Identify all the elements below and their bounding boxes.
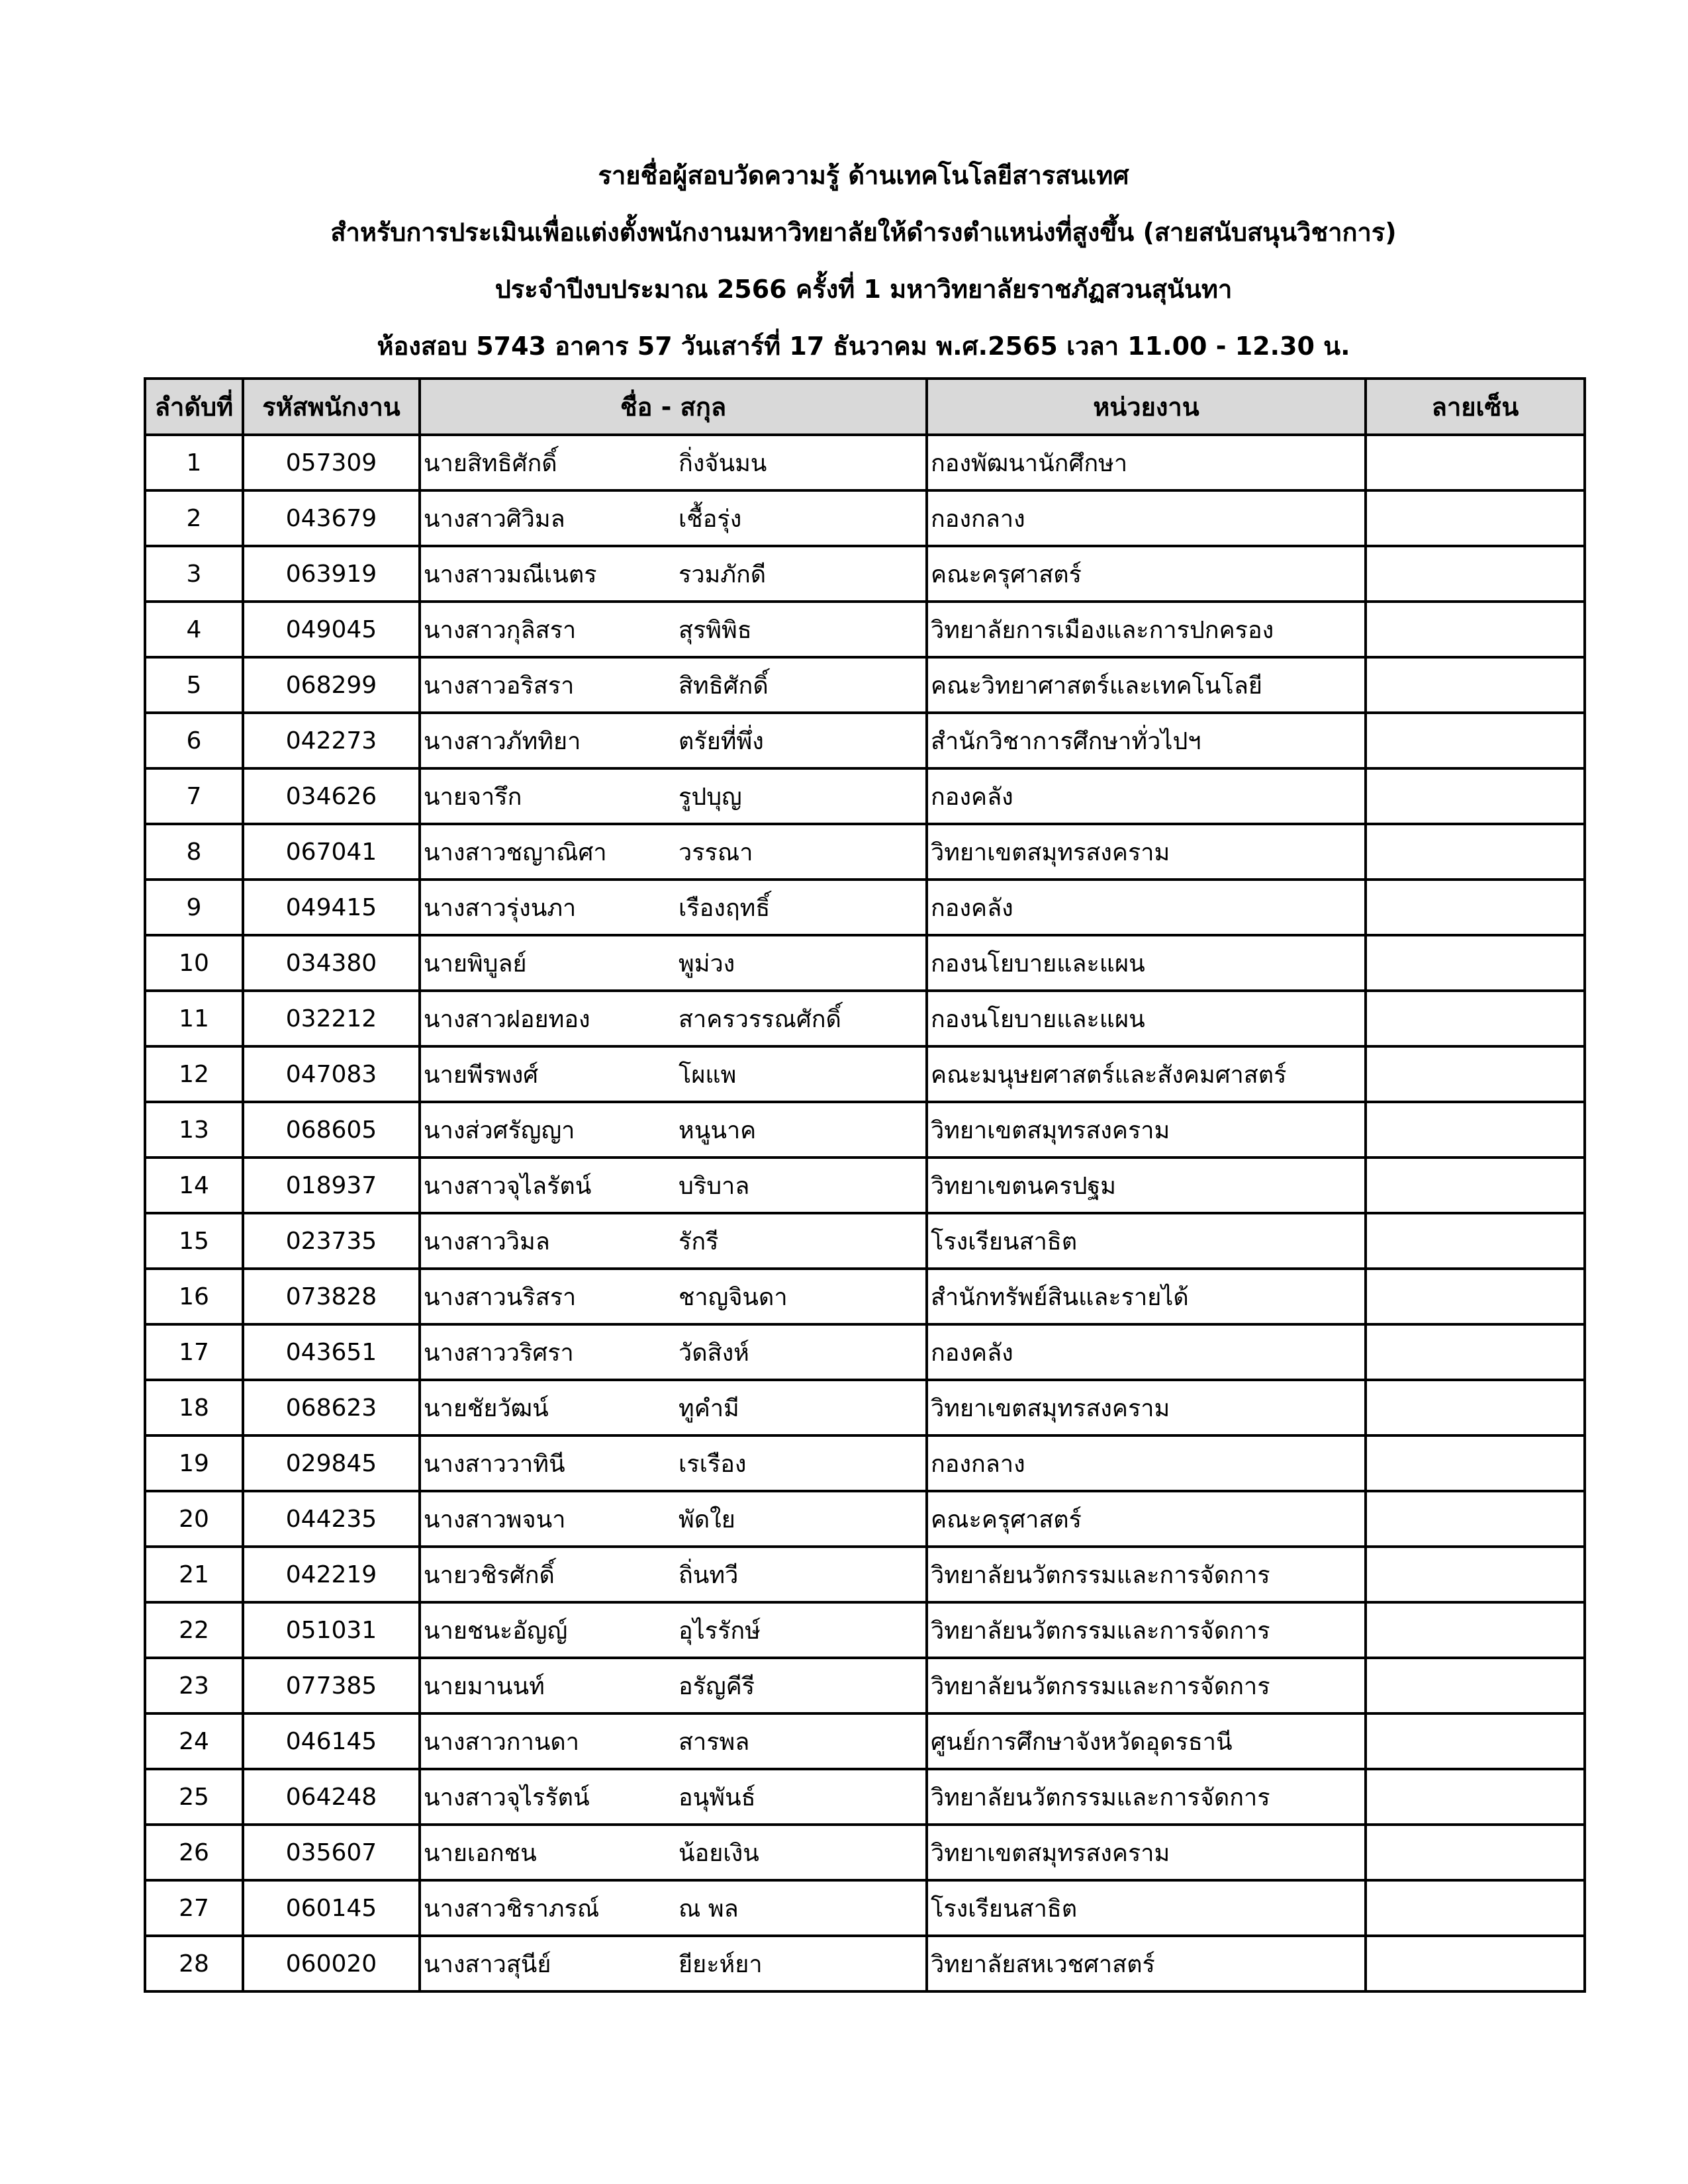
employee-id: 029845 [243,1435,420,1491]
table-row [145,824,1585,880]
row-number: 14 [145,1158,243,1213]
signature-cell[interactable] [1366,991,1585,1046]
table-row [145,490,1585,546]
unit: วิทยาลัยนวัตกรรมและการจัดการ [927,1658,1366,1713]
unit: คณะครุศาสตร์ [927,1491,1366,1547]
signature-cell[interactable] [1366,1936,1585,1991]
employee-id: 034380 [243,935,420,991]
table-row [145,1491,1585,1547]
last-name: ถิ่นทวี [679,1561,739,1589]
last-name: สารพล [679,1728,750,1756]
full-name [420,935,927,991]
signature-cell[interactable] [1366,1213,1585,1269]
last-name: สุรพิพิธ [679,616,752,644]
row-number: 1 [145,435,243,490]
first-name: นางสาววิมล [424,1228,550,1255]
full-name [420,880,927,935]
signature-cell[interactable] [1366,1602,1585,1658]
unit: วิทยาเขตสมุทรสงคราม [927,1380,1366,1435]
signature-cell[interactable] [1366,1102,1585,1158]
signature-cell[interactable] [1366,1880,1585,1936]
full-name [420,1547,927,1602]
signature-cell[interactable] [1366,1713,1585,1769]
header-employee-id: รหัสพนักงาน [243,379,420,435]
signature-cell[interactable] [1366,1435,1585,1491]
employee-id: 044235 [243,1491,420,1547]
last-name: กิ่งจันมน [679,449,767,477]
row-number: 24 [145,1713,243,1769]
table-row [145,602,1585,657]
last-name: เรเรือง [679,1450,747,1478]
last-name: อรัญคีรี [679,1672,755,1700]
signature-cell[interactable] [1366,1380,1585,1435]
table-row [145,1380,1585,1435]
full-name [420,1046,927,1102]
signature-cell[interactable] [1366,1825,1585,1880]
employee-id: 043679 [243,490,420,546]
signature-cell[interactable] [1366,1046,1585,1102]
table-row [145,435,1585,490]
table-row [145,880,1585,935]
full-name [420,435,927,490]
unit: วิทยาลัยนวัตกรรมและการจัดการ [927,1769,1366,1825]
employee-id: 063919 [243,546,420,602]
first-name: นายสิทธิศักดิ์ [424,449,557,477]
unit: วิทยาลัยสหเวชศาสตร์ [927,1936,1366,1991]
row-number: 22 [145,1602,243,1658]
signature-cell[interactable] [1366,1324,1585,1380]
last-name: รวมภักดี [679,561,767,588]
full-name [420,602,927,657]
row-number: 21 [145,1547,243,1602]
signature-cell[interactable] [1366,435,1585,490]
full-name [420,1602,927,1658]
row-number: 10 [145,935,243,991]
signature-cell[interactable] [1366,1491,1585,1547]
employee-id: 032212 [243,991,420,1046]
table-row [145,1769,1585,1825]
row-number: 17 [145,1324,243,1380]
full-name [420,1880,927,1936]
employee-id: 043651 [243,1324,420,1380]
table-row [145,1602,1585,1658]
first-name: นางสาวชิราภรณ์ [424,1895,600,1923]
full-name [420,1324,927,1380]
full-name [420,713,927,768]
row-number: 3 [145,546,243,602]
table-header-row [145,379,1585,435]
employee-id: 057309 [243,435,420,490]
first-name: นางสาวสุนีย์ [424,1950,551,1978]
last-name: ทูคำมี [679,1394,739,1422]
row-number: 25 [145,1769,243,1825]
last-name: น้อยเงิน [679,1839,759,1867]
unit: กองกลาง [927,490,1366,546]
full-name [420,1380,927,1435]
employee-id: 077385 [243,1658,420,1713]
first-name: นายวชิรศักดิ์ [424,1561,555,1589]
unit: คณะครุศาสตร์ [927,546,1366,602]
signature-cell[interactable] [1366,657,1585,713]
unit: คณะมนุษยศาสตร์และสังคมศาสตร์ [927,1046,1366,1102]
signature-cell[interactable] [1366,1547,1585,1602]
unit: คณะวิทยาศาสตร์และเทคโนโลยี [927,657,1366,713]
employee-id: 046145 [243,1713,420,1769]
row-number: 11 [145,991,243,1046]
header-unit: หน่วยงาน [927,379,1366,435]
last-name: หนูนาค [679,1116,757,1144]
row-number: 23 [145,1658,243,1713]
last-name: เชื้อรุ่ง [679,505,742,533]
employee-id: 049045 [243,602,420,657]
first-name: นางสาวชญาณิศา [424,839,607,866]
employee-id: 073828 [243,1269,420,1324]
row-number: 28 [145,1936,243,1991]
employee-id: 068623 [243,1380,420,1435]
title-line-1: รายชื่อผู้สอบวัดความรู้ ด้านเทคโนโลยีสารสนเทศ [598,161,1129,190]
full-name [420,1936,927,1991]
row-number: 4 [145,602,243,657]
first-name: นางสาวอริสรา [424,672,575,700]
employee-id: 035607 [243,1825,420,1880]
unit: โรงเรียนสาธิต [927,1880,1366,1936]
first-name: นายชัยวัฒน์ [424,1394,549,1422]
unit: วิทยาลัยนวัตกรรมและการจัดการ [927,1602,1366,1658]
signature-cell[interactable] [1366,490,1585,546]
first-name: นางสาวมณีเนตร [424,561,597,588]
table-row [145,1269,1585,1324]
table-row [145,713,1585,768]
table-body [145,435,1585,1991]
full-name [420,1825,927,1880]
employee-id: 068605 [243,1102,420,1158]
first-name: นางสาวจุไรรัตน์ [424,1784,590,1811]
employee-id: 042219 [243,1547,420,1602]
full-name [420,1269,927,1324]
first-name: นางสาวรุ่งนภา [424,894,577,922]
table-row [145,1713,1585,1769]
signature-cell[interactable] [1366,1769,1585,1825]
table-row [145,1658,1585,1713]
table-row [145,1825,1585,1880]
unit: กองกลาง [927,1435,1366,1491]
row-number: 18 [145,1380,243,1435]
unit: วิทยาลัยการเมืองและการปกครอง [927,602,1366,657]
employee-id: 067041 [243,824,420,880]
signature-cell[interactable] [1366,824,1585,880]
signature-cell[interactable] [1366,602,1585,657]
employee-id: 060020 [243,1936,420,1991]
employee-id: 068299 [243,657,420,713]
header-signature: ลายเซ็น [1366,379,1585,435]
full-name [420,1658,927,1713]
last-name: โผแพ [679,1061,737,1089]
row-number: 19 [145,1435,243,1491]
table-row [145,1324,1585,1380]
full-name [420,1102,927,1158]
table-row [145,768,1585,824]
employee-id: 051031 [243,1602,420,1658]
first-name: นายมานนท์ [424,1672,545,1700]
examinee-roster-table [144,377,1586,1993]
first-name: นางส่วศรัญญา [424,1116,575,1144]
signature-cell[interactable] [1366,713,1585,768]
full-name [420,1213,927,1269]
first-name: นายชนะอัญญ์ [424,1617,568,1645]
full-name [420,1491,927,1547]
full-name [420,657,927,713]
full-name [420,1769,927,1825]
last-name: บริบาล [679,1172,750,1200]
table-row [145,991,1585,1046]
first-name: นางสาววาทินี [424,1450,565,1478]
header-no: ลำดับที่ [145,379,243,435]
employee-id: 023735 [243,1213,420,1269]
first-name: นายเอกชน [424,1839,537,1867]
row-number: 6 [145,713,243,768]
signature-cell[interactable] [1366,935,1585,991]
first-name: นางสาวกุลิสรา [424,616,577,644]
last-name: พูม่วง [679,950,735,978]
full-name [420,1435,927,1491]
last-name: วัดสิงห์ [679,1339,749,1367]
row-number: 5 [145,657,243,713]
row-number: 16 [145,1269,243,1324]
last-name: ณ พล [679,1895,739,1923]
row-number: 2 [145,490,243,546]
row-number: 15 [145,1213,243,1269]
title-line-2: สำหรับการประเมินเพื่อแต่งตั้งพนักงานมหาวิทยาลัยให้ดำรงตำแหน่งที่สูงขึ้น (สายสนับสนุนวิชาการ) [330,218,1397,247]
last-name: อนุพันธ์ [679,1784,756,1811]
header-name: ชื่อ - สกุล [420,379,927,435]
last-name: วรรณา [679,839,753,866]
last-name: ตรัยที่พึ่ง [679,727,764,755]
row-number: 27 [145,1880,243,1936]
row-number: 26 [145,1825,243,1880]
table-row [145,1547,1585,1602]
first-name: นางสาวพจนา [424,1506,566,1533]
document-title-block [144,147,1583,375]
title-line-4: ห้องสอบ 5743 อาคาร 57 วันเสาร์ที่ 17 ธันวาคม พ.ศ.2565 เวลา 11.00 - 12.30 น. [377,332,1350,361]
table-row [145,546,1585,602]
first-name: นางสาวจุไลรัตน์ [424,1172,592,1200]
employee-id: 018937 [243,1158,420,1213]
row-number: 8 [145,824,243,880]
first-name: นางสาวศิวิมล [424,505,565,533]
table-row [145,1158,1585,1213]
signature-cell[interactable] [1366,880,1585,935]
row-number: 12 [145,1046,243,1102]
table-row [145,1213,1585,1269]
unit: กองพัฒนานักศึกษา [927,435,1366,490]
unit: กองนโยบายและแผน [927,935,1366,991]
first-name: นายพีรพงศ์ [424,1061,539,1089]
full-name [420,824,927,880]
signature-cell[interactable] [1366,1269,1585,1324]
unit: สำนักวิชาการศึกษาทั่วไปฯ [927,713,1366,768]
last-name: เรืองฤทธิ์ [679,894,771,922]
table-row [145,657,1585,713]
unit: วิทยาเขตนครปฐม [927,1158,1366,1213]
first-name: นายจารึก [424,783,522,811]
row-number: 20 [145,1491,243,1547]
unit: วิทยาลัยนวัตกรรมและการจัดการ [927,1547,1366,1602]
row-number: 9 [145,880,243,935]
full-name [420,991,927,1046]
unit: กองนโยบายและแผน [927,991,1366,1046]
signature-cell[interactable] [1366,1658,1585,1713]
unit: สำนักทรัพย์สินและรายได้ [927,1269,1366,1324]
table-row [145,1936,1585,1991]
last-name: อุไรรักษ์ [679,1617,761,1645]
last-name: ชาญจินดา [679,1283,788,1311]
employee-id: 060145 [243,1880,420,1936]
unit: วิทยาเขตสมุทรสงคราม [927,824,1366,880]
signature-cell[interactable] [1366,768,1585,824]
full-name [420,1713,927,1769]
first-name: นางสาวนริสรา [424,1283,577,1311]
unit: โรงเรียนสาธิต [927,1213,1366,1269]
employee-id: 042273 [243,713,420,768]
employee-id: 064248 [243,1769,420,1825]
row-number: 7 [145,768,243,824]
last-name: สิทธิศักดิ์ [679,672,769,700]
table-row [145,935,1585,991]
first-name: นางสาวกานดา [424,1728,580,1756]
full-name [420,1158,927,1213]
first-name: นางสาวฝอยทอง [424,1005,590,1033]
first-name: นางสาวภัททิยา [424,727,581,755]
unit: กองคลัง [927,1324,1366,1380]
table-row [145,1880,1585,1936]
employee-id: 034626 [243,768,420,824]
signature-cell[interactable] [1366,546,1585,602]
unit: ศูนย์การศึกษาจังหวัดอุดรธานี [927,1713,1366,1769]
last-name: พัดใย [679,1506,735,1533]
full-name [420,546,927,602]
unit: วิทยาเขตสมุทรสงคราม [927,1102,1366,1158]
signature-cell[interactable] [1366,1158,1585,1213]
table-row [145,1435,1585,1491]
table-row [145,1102,1585,1158]
last-name: ยียะห์ยา [679,1950,763,1978]
full-name [420,768,927,824]
table-row [145,1046,1585,1102]
last-name: สาครวรรณศักดิ์ [679,1005,841,1033]
unit: วิทยาเขตสมุทรสงคราม [927,1825,1366,1880]
last-name: รูปบุญ [679,783,742,811]
employee-id: 047083 [243,1046,420,1102]
full-name [420,490,927,546]
row-number: 13 [145,1102,243,1158]
unit: กองคลัง [927,768,1366,824]
unit: กองคลัง [927,880,1366,935]
last-name: รักรี [679,1228,719,1255]
first-name: นางสาววริศรา [424,1339,574,1367]
first-name: นายพิบูลย์ [424,950,527,978]
title-line-3: ประจำปีงบประมาณ 2566 ครั้งที่ 1 มหาวิทยาลัยราชภัฏสวนสุนันทา [494,275,1233,304]
employee-id: 049415 [243,880,420,935]
